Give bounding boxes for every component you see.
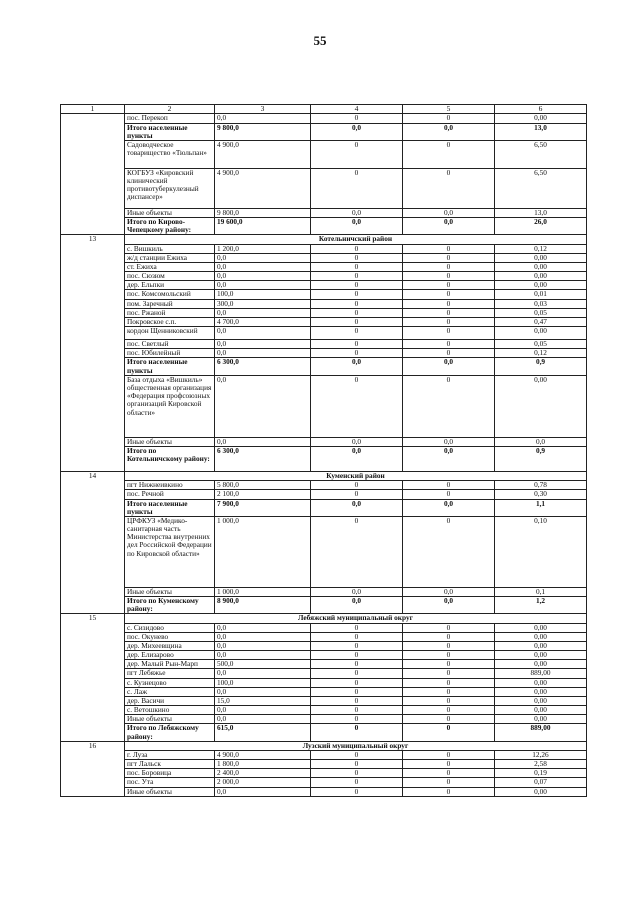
row-number-cell: 14 [61,472,125,614]
value-cell: 4 900,0 [215,750,311,759]
value-cell: 0 [311,327,403,340]
row-number-cell: 15 [61,614,125,741]
object-name-cell: Иные объекты [125,787,215,796]
value-cell: 0 [311,481,403,490]
value-cell: 0 [403,715,495,724]
value-cell: 0,0 [403,597,495,614]
table-row [61,623,587,632]
value-cell: 0 [311,696,403,705]
object-name-cell: Итого по Лебяжскому району: [125,724,215,741]
value-cell: 0 [311,715,403,724]
value-cell: 0,0 [403,587,495,596]
value-cell: 0,0 [311,358,403,375]
value-cell: 1 200,0 [215,244,311,253]
value-cell: 13,0 [495,208,587,217]
value-cell: 0,0 [311,437,403,446]
value-cell: 0 [403,660,495,669]
header-cell: 1 [61,105,125,114]
value-cell: 0,19 [495,769,587,778]
value-cell: 0,0 [311,597,403,614]
table-row [61,290,587,299]
value-cell: 15,0 [215,696,311,705]
value-cell: 0,0 [311,123,403,140]
page-number: 55 [313,33,327,48]
value-cell: 0 [311,308,403,317]
object-name-cell: дер. Малый Рын-Марп [125,660,215,669]
object-name-cell: Иные объекты [125,208,215,217]
object-name-cell: Итого населенные пункты [125,499,215,516]
value-cell: 0,0 [311,499,403,516]
value-cell: 0,00 [495,651,587,660]
table-row [61,218,587,235]
value-cell: 0,07 [495,778,587,787]
value-cell: 5 800,0 [215,481,311,490]
value-cell: 0 [403,769,495,778]
value-cell: 0 [403,244,495,253]
value-cell: 0 [311,669,403,678]
row-number-cell: 13 [61,235,125,472]
value-cell: 0 [403,641,495,650]
table-row [61,660,587,669]
value-cell: 0 [403,687,495,696]
value-cell: 0 [311,651,403,660]
section-row [61,741,587,750]
value-cell: 0,0 [403,208,495,217]
value-cell: 0,0 [403,218,495,235]
value-cell: 0 [311,375,403,437]
value-cell: 0 [403,632,495,641]
value-cell: 0 [311,272,403,281]
value-cell: 6,50 [495,140,587,168]
table-row [61,262,587,271]
table-row [61,641,587,650]
value-cell: 889,00 [495,669,587,678]
value-cell: 0,0 [215,706,311,715]
object-name-cell: пос. Комсомольский [125,290,215,299]
value-cell: 0 [311,290,403,299]
value-cell: 0 [311,516,403,587]
value-cell: 1 000,0 [215,516,311,587]
table-row [61,715,587,724]
value-cell: 9 800,0 [215,123,311,140]
value-cell: 0 [403,349,495,358]
value-cell: 0,0 [215,349,311,358]
object-name-cell: пгт Лальск [125,760,215,769]
value-cell: 0 [403,281,495,290]
table-row [61,437,587,446]
value-cell: 26,0 [495,218,587,235]
object-name-cell: КОГБУЗ «Кировский клинический противотуберкулезный диспансер» [125,168,215,208]
table-row [61,787,587,796]
value-cell: 0 [311,769,403,778]
value-cell: 0,0 [215,715,311,724]
value-cell: 6 300,0 [215,447,311,472]
value-cell: 0,0 [403,358,495,375]
value-cell: 0,0 [495,437,587,446]
value-cell: 0 [311,340,403,349]
value-cell: 8 900,0 [215,597,311,614]
value-cell: 0 [403,168,495,208]
value-cell: 0 [311,317,403,326]
value-cell: 0 [311,281,403,290]
section-row [61,235,587,244]
object-name-cell: пгт Нижнеивкино [125,481,215,490]
value-cell: 0 [311,706,403,715]
value-cell: 0,00 [495,706,587,715]
object-name-cell: База отдыха «Вишкиль» общественная организация «Федерация профсоюзных организаций Кировской области» [125,375,215,437]
value-cell: 0,0 [215,281,311,290]
object-name-cell: пос. Светлый [125,340,215,349]
object-name-cell: с. Сизидово [125,623,215,632]
table-row [61,760,587,769]
value-cell: 0,00 [495,623,587,632]
value-cell: 0,00 [495,687,587,696]
header-cell: 2 [125,105,215,114]
value-cell: 0,0 [403,499,495,516]
value-cell: 0,05 [495,340,587,349]
object-name-cell: пгт Лебяжье [125,669,215,678]
value-cell: 0 [311,168,403,208]
object-name-cell: Итого населенные пункты [125,358,215,375]
object-name-cell: с. Лаж [125,687,215,696]
value-cell: 0 [311,687,403,696]
value-cell: 0,0 [215,114,311,123]
row-number-cell: 16 [61,741,125,796]
value-cell: 0 [403,327,495,340]
value-cell: 300,0 [215,299,311,308]
table-row [61,669,587,678]
object-name-cell: с. Ветошкино [125,706,215,715]
value-cell: 0,01 [495,290,587,299]
section-title: Лузский муниципальный округ [125,741,587,750]
value-cell: 1,1 [495,499,587,516]
value-cell: 0 [403,669,495,678]
value-cell: 0 [403,778,495,787]
value-cell: 0,0 [215,253,311,262]
table-row [61,632,587,641]
object-name-cell: дер. Ельпки [125,281,215,290]
value-cell: 0 [403,678,495,687]
value-cell: 0 [403,706,495,715]
table-header-row [61,105,587,114]
table-row [61,651,587,660]
table-row [61,516,587,587]
value-cell: 0,0 [215,651,311,660]
value-cell: 100,0 [215,678,311,687]
value-cell: 0 [403,290,495,299]
object-name-cell: с. Кузнецово [125,678,215,687]
table-row [61,499,587,516]
value-cell: 0 [403,760,495,769]
value-cell: 0,12 [495,244,587,253]
value-cell: 0,12 [495,349,587,358]
value-cell: 0,0 [215,327,311,340]
value-cell: 4 900,0 [215,168,311,208]
value-cell: 0,00 [495,262,587,271]
value-cell: 0 [403,623,495,632]
value-cell: 0,47 [495,317,587,326]
table-row [61,696,587,705]
value-cell: 0,00 [495,715,587,724]
value-cell: 0 [311,641,403,650]
header-cell: 4 [311,105,403,114]
value-cell: 0,0 [403,447,495,472]
value-cell: 0 [403,317,495,326]
table-row [61,358,587,375]
header-cell: 6 [495,105,587,114]
value-cell: 0,0 [311,208,403,217]
table-row [61,327,587,340]
value-cell: 0,0 [215,632,311,641]
header-cell: 3 [215,105,311,114]
object-name-cell: с. Вишкиль [125,244,215,253]
value-cell: 0 [311,660,403,669]
table-row [61,597,587,614]
table-row [61,340,587,349]
table-row [61,114,587,123]
value-cell: 0 [403,308,495,317]
value-cell: 0 [403,516,495,587]
value-cell: 1 000,0 [215,587,311,596]
object-name-cell: пос. Ута [125,778,215,787]
value-cell: 0,0 [215,308,311,317]
value-cell: 0,0 [311,587,403,596]
value-cell: 12,26 [495,750,587,759]
value-cell: 0,9 [495,447,587,472]
value-cell: 0,00 [495,696,587,705]
value-cell: 0 [311,490,403,499]
value-cell: 0,0 [215,787,311,796]
object-name-cell: дер. Васичи [125,696,215,705]
value-cell: 0 [311,787,403,796]
object-name-cell: Садоводческое товарищество «Тюльпан» [125,140,215,168]
object-name-cell: дер. Михеевщина [125,641,215,650]
value-cell: 0,00 [495,281,587,290]
value-cell: 0 [311,632,403,641]
object-name-cell: Итого населенные пункты [125,123,215,140]
value-cell: 0,0 [215,641,311,650]
value-cell: 0,0 [215,623,311,632]
value-cell: 0 [311,750,403,759]
table-row [61,244,587,253]
object-name-cell: пос. Юбилейный [125,349,215,358]
value-cell: 0,0 [311,447,403,472]
object-name-cell: пос. Ржаной [125,308,215,317]
section-row [61,472,587,481]
value-cell: 19 600,0 [215,218,311,235]
value-cell: 0 [403,299,495,308]
section-title: Куменский район [125,472,587,481]
table-row [61,375,587,437]
value-cell: 0,03 [495,299,587,308]
table-row [61,168,587,208]
table-row [61,750,587,759]
object-name-cell: Итого по Котельничскому району: [125,447,215,472]
value-cell: 0,00 [495,114,587,123]
value-cell: 0,0 [215,272,311,281]
value-cell: 0,78 [495,481,587,490]
value-cell: 9 800,0 [215,208,311,217]
table-row [61,587,587,596]
object-name-cell: Покровское с.п. [125,317,215,326]
value-cell: 0 [403,696,495,705]
table-row [61,299,587,308]
value-cell: 0 [403,253,495,262]
value-cell: 0,0 [311,218,403,235]
object-name-cell: Иные объекты [125,437,215,446]
value-cell: 0,0 [215,340,311,349]
value-cell: 0,0 [215,687,311,696]
value-cell: 0,00 [495,641,587,650]
value-cell: 615,0 [215,724,311,741]
table-row [61,687,587,696]
value-cell: 2 000,0 [215,778,311,787]
value-cell: 0 [403,375,495,437]
document-table [60,104,587,797]
value-cell: 0 [311,253,403,262]
table-row [61,123,587,140]
value-cell: 0 [403,481,495,490]
object-name-cell: пом. Заречный [125,299,215,308]
value-cell: 0,05 [495,308,587,317]
value-cell: 889,00 [495,724,587,741]
value-cell: 1 800,0 [215,760,311,769]
value-cell: 0,00 [495,660,587,669]
value-cell: 0,0 [215,669,311,678]
table-row [61,140,587,168]
value-cell: 0,9 [495,358,587,375]
object-name-cell: Иные объекты [125,715,215,724]
value-cell: 100,0 [215,290,311,299]
value-cell: 0 [311,299,403,308]
table-row [61,678,587,687]
section-row [61,614,587,623]
table-row [61,778,587,787]
value-cell: 7 900,0 [215,499,311,516]
object-name-cell: ж/д станции Ежиха [125,253,215,262]
value-cell: 0 [403,787,495,796]
value-cell: 0 [311,778,403,787]
value-cell: 0 [311,244,403,253]
value-cell: 0,00 [495,272,587,281]
section-title: Котельничский район [125,235,587,244]
table-row [61,490,587,499]
object-name-cell: Иные объекты [125,587,215,596]
object-name-cell: пос. Перекоп [125,114,215,123]
value-cell: 0 [311,114,403,123]
value-cell: 2,58 [495,760,587,769]
value-cell: 0 [311,678,403,687]
table-row [61,447,587,472]
table-row [61,481,587,490]
object-name-cell: пос. Окунево [125,632,215,641]
section-title: Лебяжский муниципальный округ [125,614,587,623]
value-cell: 0 [311,760,403,769]
object-name-cell: г. Луза [125,750,215,759]
object-name-cell: пос. Речной [125,490,215,499]
value-cell: 4 900,0 [215,140,311,168]
value-cell: 0,1 [495,587,587,596]
table-row [61,253,587,262]
value-cell: 0 [403,272,495,281]
value-cell: 0,00 [495,375,587,437]
value-cell: 0,0 [403,123,495,140]
value-cell: 0 [311,140,403,168]
header-cell: 5 [403,105,495,114]
value-cell: 0 [311,724,403,741]
value-cell: 0 [403,114,495,123]
value-cell: 0 [403,651,495,660]
value-cell: 500,0 [215,660,311,669]
table-row [61,272,587,281]
value-cell: 0 [403,140,495,168]
value-cell: 0,30 [495,490,587,499]
value-cell: 0 [311,349,403,358]
value-cell: 0,0 [403,437,495,446]
value-cell: 6,50 [495,168,587,208]
value-cell: 0 [311,262,403,271]
value-cell: 0,10 [495,516,587,587]
table-row [61,281,587,290]
value-cell: 2 100,0 [215,490,311,499]
value-cell: 0,00 [495,678,587,687]
value-cell: 0,00 [495,327,587,340]
value-cell: 0,0 [215,437,311,446]
value-cell: 0 [403,724,495,741]
value-cell: 6 300,0 [215,358,311,375]
object-name-cell: Итого по Кирово-Чепецкому району: [125,218,215,235]
value-cell: 0 [403,262,495,271]
value-cell: 0,0 [215,375,311,437]
value-cell: 0 [403,340,495,349]
table-row [61,349,587,358]
value-cell: 2 400,0 [215,769,311,778]
value-cell: 0,00 [495,253,587,262]
value-cell: 0 [403,750,495,759]
object-name-cell: пос. Сюзюм [125,272,215,281]
value-cell: 1,2 [495,597,587,614]
table-row [61,308,587,317]
table-row [61,769,587,778]
object-name-cell: Итого по Куменскому району: [125,597,215,614]
value-cell: 0,00 [495,632,587,641]
table-row [61,317,587,326]
object-name-cell: ст. Ежиха [125,262,215,271]
value-cell: 0,00 [495,787,587,796]
value-cell: 4 700,0 [215,317,311,326]
value-cell: 0 [403,490,495,499]
row-number-cell [61,114,125,235]
object-name-cell: кордон Щенниковский [125,327,215,340]
value-cell: 13,0 [495,123,587,140]
object-name-cell: дер. Елизарово [125,651,215,660]
table-row [61,706,587,715]
value-cell: 0 [311,623,403,632]
object-name-cell: ЦРФКУЗ «Медико-санитарная часть Министерства внутренних дел Российской Федерации по Кировской области» [125,516,215,587]
object-name-cell: пос. Боровица [125,769,215,778]
table-row [61,724,587,741]
table-row [61,208,587,217]
value-cell: 0,0 [215,262,311,271]
